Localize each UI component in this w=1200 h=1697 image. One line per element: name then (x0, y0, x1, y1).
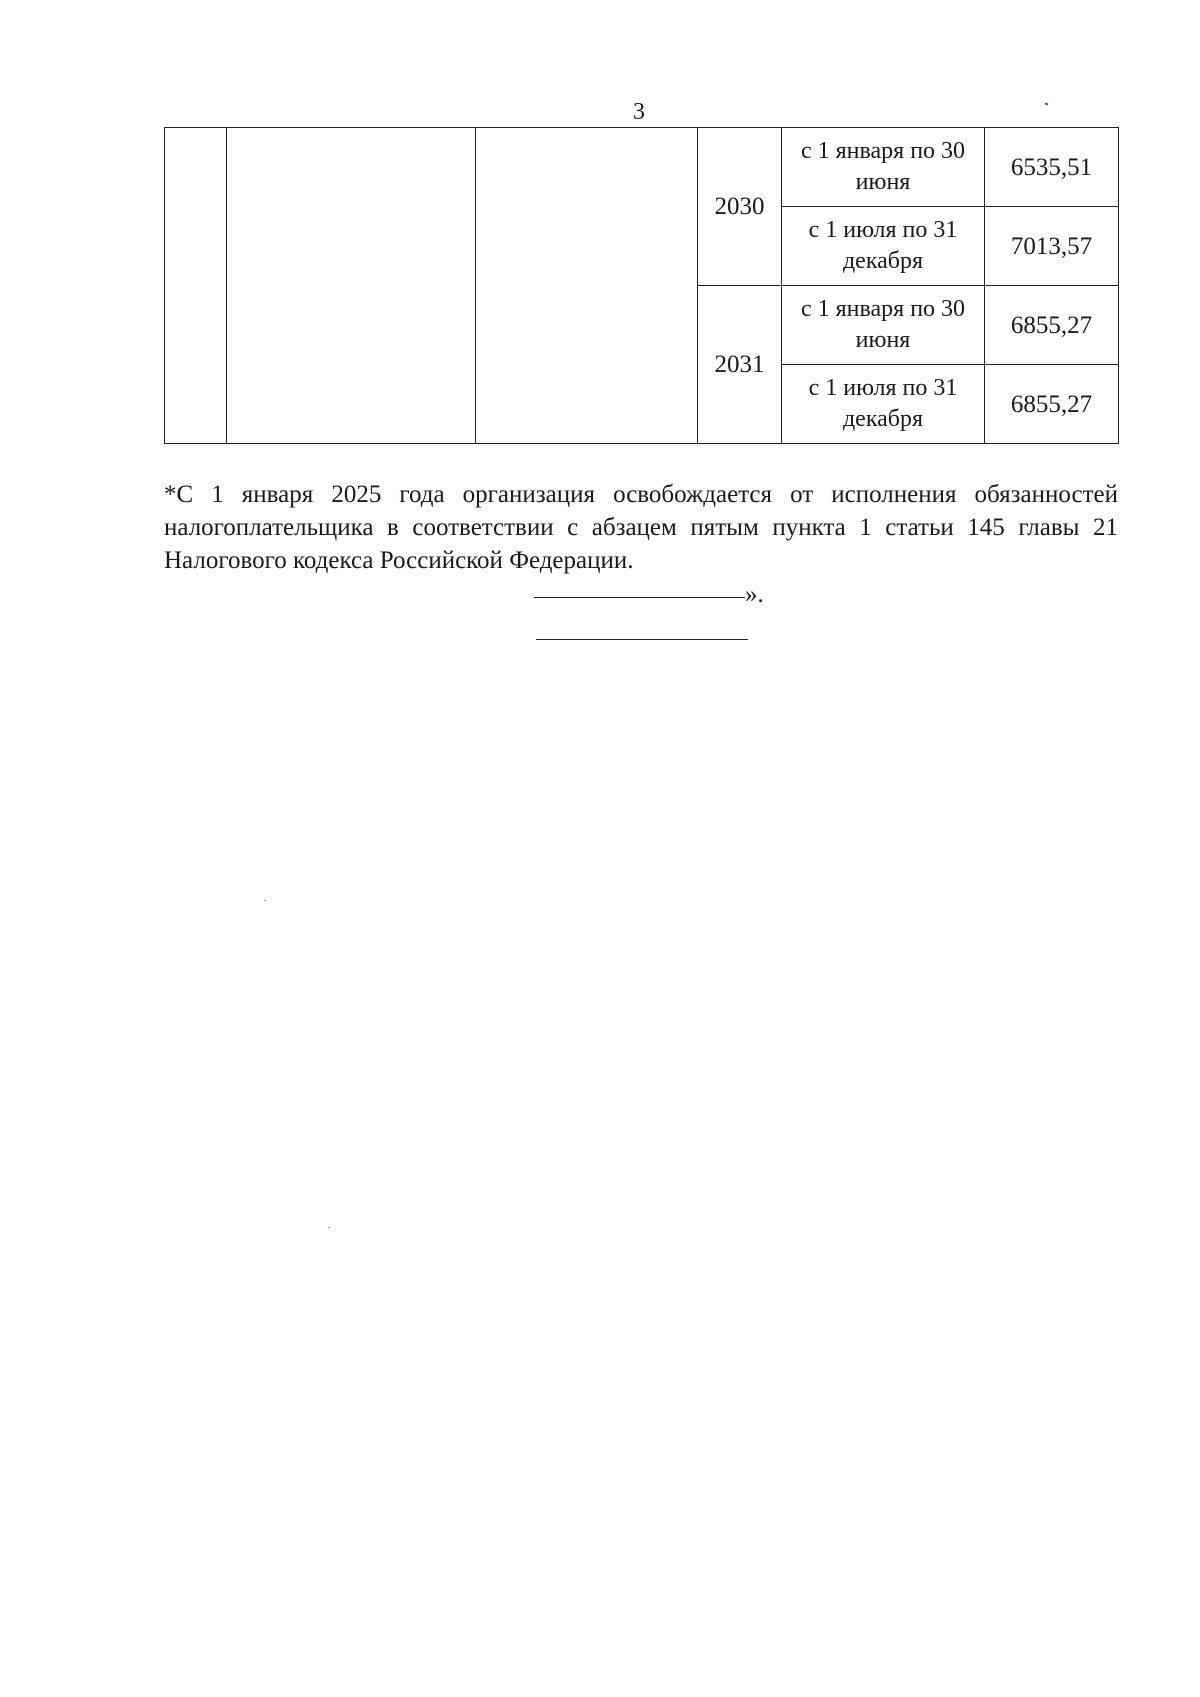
footnote-text: *С 1 января 2025 года организация освобождается от исполнения обязанностей налогоплательщика в соответствии с абзацем пятым пункта 1 статьи 145 главы 21 Налогового кодекса Российской Федерации. (164, 481, 1118, 574)
scan-dot (328, 1227, 330, 1228)
scan-speck (1045, 102, 1049, 105)
closing-quote-mark: ». (745, 581, 764, 608)
table-row (165, 128, 1119, 207)
year-cell: 2031 (698, 286, 782, 444)
page-number: 3 (633, 99, 645, 125)
value-cell: 6535,51 (985, 128, 1119, 207)
period-cell: с 1 июля по 31 декабря (782, 207, 985, 286)
end-separator-line (536, 638, 748, 640)
empty-cell-service (476, 128, 698, 444)
scan-dot (264, 900, 266, 901)
closing-underline (534, 596, 745, 598)
value-cell: 6855,27 (985, 286, 1119, 365)
empty-cell-number (165, 128, 227, 444)
value-cell: 7013,57 (985, 207, 1119, 286)
period-cell: с 1 июля по 31 декабря (782, 365, 985, 444)
period-cell: с 1 января по 30 июня (782, 286, 985, 365)
period-cell: с 1 января по 30 июня (782, 128, 985, 207)
year-cell: 2030 (698, 128, 782, 286)
tariff-table (164, 127, 1119, 444)
empty-cell-organization (227, 128, 476, 444)
value-cell: 6855,27 (985, 365, 1119, 444)
